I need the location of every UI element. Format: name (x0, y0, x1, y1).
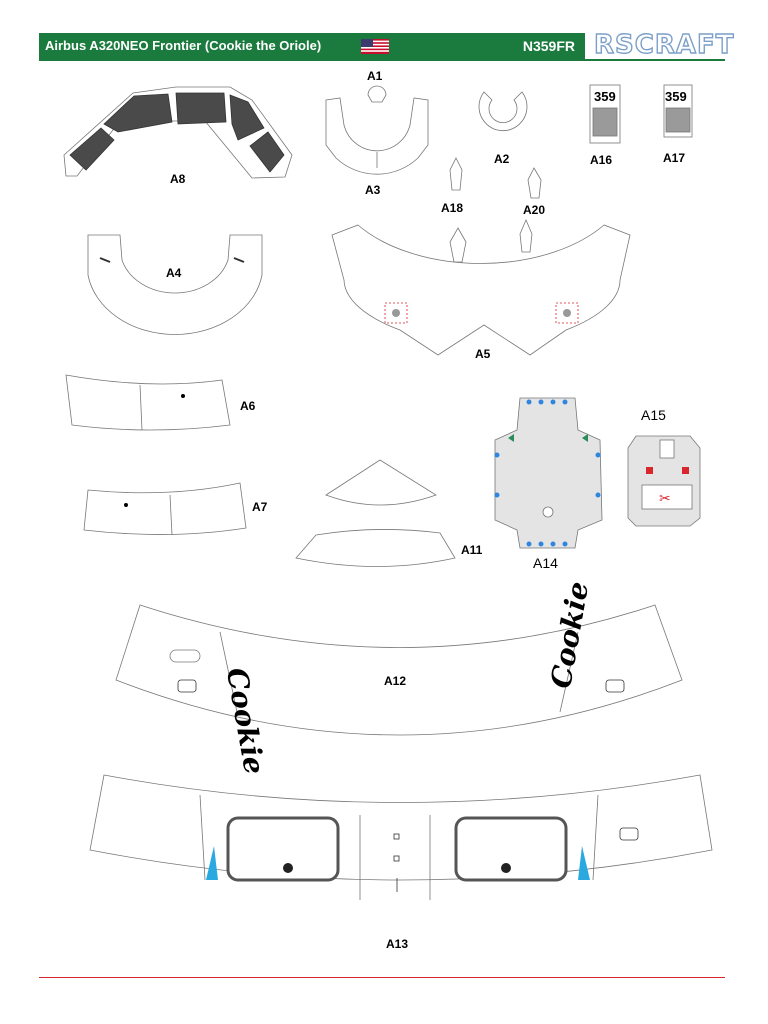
label-a13: A13 (386, 937, 409, 951)
label-a15: A15 (641, 407, 666, 423)
scissors-icon: ✂ (659, 491, 671, 507)
label-a16: A16 (590, 153, 613, 167)
label-a4: A4 (166, 266, 182, 280)
part-a5 (332, 225, 630, 361)
registration: N359FR (522, 38, 575, 54)
part-a8 (64, 87, 292, 186)
tail-number-a16: 359 (594, 89, 616, 104)
label-a2: A2 (494, 152, 510, 166)
label-a20: A20 (523, 203, 546, 217)
page-title: Airbus A320NEO Frontier (Cookie the Oriole) (45, 38, 322, 53)
part-a4 (88, 235, 262, 334)
label-a8: A8 (170, 172, 186, 186)
label-a6: A6 (240, 399, 256, 413)
part-a16 (590, 85, 620, 167)
part-a12 (116, 579, 682, 777)
part-a2 (479, 92, 527, 166)
label-a5: A5 (475, 347, 491, 361)
brand-logo: RSCRAFT (594, 30, 735, 60)
part-a18 (441, 158, 463, 215)
cookie-logo-left: Cookie (219, 665, 272, 777)
part-a14 (495, 398, 603, 571)
label-a17: A17 (663, 151, 686, 165)
part-a13 (90, 775, 712, 951)
part-a15 (628, 407, 700, 526)
footer-rule (39, 977, 725, 978)
label-a18: A18 (441, 201, 464, 215)
label-a11: A11 (461, 543, 483, 557)
label-a14: A14 (533, 555, 558, 571)
part-a17 (663, 85, 692, 165)
part-a6 (66, 375, 256, 430)
part-a3 (326, 98, 428, 197)
label-a1: A1 (367, 69, 383, 83)
part-a7 (84, 483, 268, 535)
label-a7: A7 (252, 500, 268, 514)
part-a11 (296, 460, 483, 567)
label-a12: A12 (384, 674, 407, 688)
cookie-logo-right: Cookie (544, 579, 596, 691)
part-a1 (367, 69, 386, 102)
label-a3: A3 (365, 183, 381, 197)
part-a20 (523, 168, 545, 217)
tail-number-a17: 359 (665, 89, 687, 104)
